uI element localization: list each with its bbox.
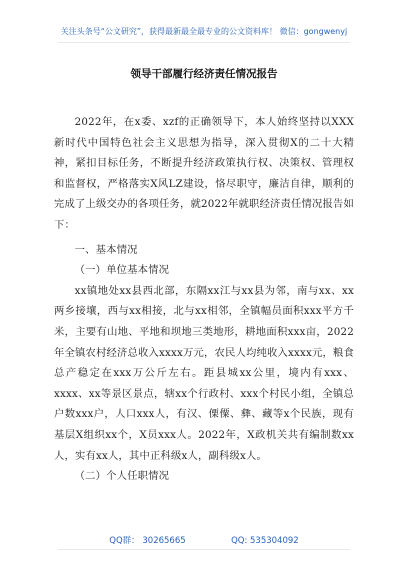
- footer-qq-group: QQ群： 30265665: [109, 536, 186, 546]
- document-title: 领导干部履行经济责任情况报告: [130, 68, 278, 80]
- footer-divider: [58, 549, 350, 550]
- section-heading-basic-info: 一、基本情况: [74, 243, 138, 256]
- footer-contact: [0, 534, 408, 546]
- intro-paragraph: 2022年，在x委、xzf的正确领导下，本人始终坚持以XXX新时代中国特色社会主义思想为指导，深入贯彻X的二十大精神，紧扣目标任务，不断提升经济政策执行权、决策权、管理权和监督权，严格落实X风LZ建设，恪尽职守，廉洁自律，顺利的完成了上级交办的各项任务，就2022年就职经济责任情况报告如下：: [54, 116, 354, 231]
- footer-qq: QQ: 535304092: [231, 536, 299, 546]
- header-notice: 关注头条号“公文研究”，获得最新最全最专业的公文资料库！ 微信：gongwenyj: [60, 27, 348, 36]
- document-body: [54, 112, 354, 487]
- header-divider: [58, 42, 350, 43]
- subsection-heading-personal-info: （二）个人任职情况: [74, 470, 170, 483]
- subsection-heading-unit-info: （一）单位基本情况: [74, 264, 170, 277]
- unit-info-paragraph: xx镇地处xx县西北部，东隔xx江与xx县为邻，南与xx、xx两乡接壤，西与xx相接，北与xx相邻，全镇幅员面积xxx平方千米，主要有山地、平地和坝地三类地形，耕地面积xxx亩，2022年全镇农村经济总收入xxxx万元，农民人均纯收入xxxx元，粮食总产稳定在xxx万公斤左右。距县城xx公里，境内有xxx、xxxx、xx等景区景点，辖xx个行政村、xxx个村民小组，全镇总户数xxx户，人口xxx人，有汉、傈僳、彝、藏等x个民族，现有基层X组织xx个，X员xxx人。2022年，X政机关共有编制数xx人，实有xx人，其中正科级x人，副科级x人。: [54, 284, 354, 462]
